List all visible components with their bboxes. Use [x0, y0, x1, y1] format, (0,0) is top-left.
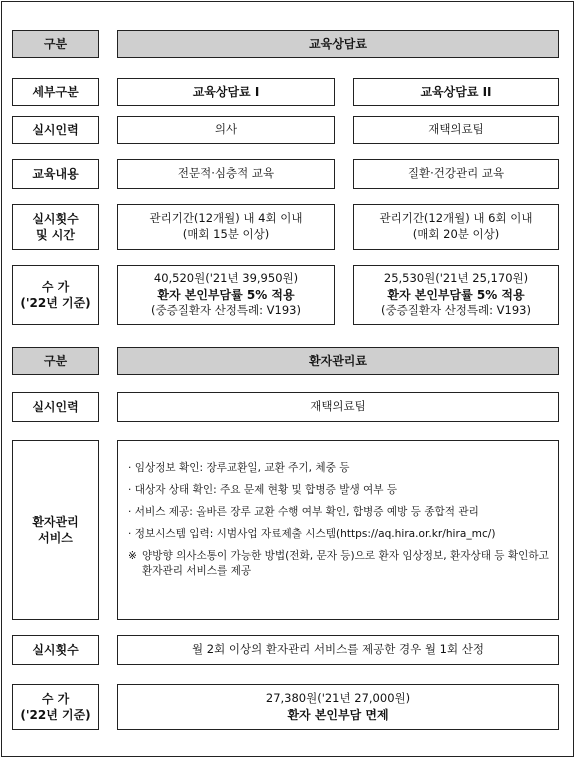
patient-staff-value	[117, 392, 559, 422]
patient-price-label-line2: ('22년 기준)	[20, 708, 91, 722]
content-label-text: 교육내용	[32, 166, 79, 181]
frequency-label-line1: 실시횟수	[32, 211, 79, 226]
section2-header-title	[117, 347, 559, 375]
service-label-line2: 서비스	[38, 531, 73, 545]
section1-header-label	[12, 30, 99, 58]
patient-price-line1: 27,380원('21년 27,000원)	[265, 691, 411, 706]
price-col1-line1: 40,520원('21년 39,950원)	[153, 271, 299, 286]
price-label-line2: ('22년 기준)	[20, 296, 91, 310]
service-item-status: · 대상자 상태 확인: 주요 문제 현황 및 합병증 발생 여부 등	[128, 483, 398, 496]
frequency-label-line2: 및 시간	[36, 228, 75, 242]
patient-frequency-label	[12, 635, 99, 665]
section2-header-title-text: 환자관리료	[309, 353, 367, 368]
patient-frequency-label-text: 실시횟수	[32, 642, 79, 657]
note-mark: ※	[128, 549, 137, 562]
price-col2-line3: (중증질환자 산정특례: V193)	[381, 303, 531, 318]
price-col2	[353, 265, 559, 325]
frequency-col2-line1: 관리기간(12개월) 내 6회 이내	[379, 211, 533, 226]
price-col1-line2: 환자 본인부담률 5% 적용	[157, 287, 295, 302]
section1-header-label-text: 구분	[43, 36, 68, 51]
patient-staff-value-text: 재택의료팀	[310, 399, 366, 414]
content-label	[12, 159, 99, 189]
service-item-clinical: · 임상정보 확인: 장루교환일, 교환 주기, 체중 등	[128, 462, 350, 474]
price-col2-line1: 25,530원('21년 25,170원)	[383, 271, 529, 286]
price-label-line1: 수 가	[41, 279, 70, 294]
service-content	[117, 440, 559, 620]
staff-label-text: 실시인력	[32, 122, 79, 137]
patient-price-line2: 환자 본인부담 면제	[287, 707, 389, 722]
price-col2-line2: 환자 본인부담률 5% 적용	[387, 287, 525, 302]
service-label-line1: 환자관리	[32, 514, 79, 529]
patient-frequency-value-text: 월 2회 이상의 환자관리 서비스를 제공한 경우 월 1회 산정	[192, 642, 484, 657]
service-label	[12, 440, 99, 620]
subtype-label	[12, 78, 99, 106]
section2-header-label	[12, 347, 99, 375]
frequency-col2-line2: (매회 20분 이상)	[412, 227, 500, 241]
patient-price-label-line1: 수 가	[41, 691, 70, 706]
section1-header-title-text: 교육상담료	[309, 36, 367, 51]
frequency-col2	[353, 204, 559, 250]
section2-header-label-text: 구분	[43, 353, 68, 368]
patient-staff-label-text: 실시인력	[32, 399, 79, 414]
content-col1-text: 전문적·심층적 교육	[177, 166, 275, 181]
patient-price-value	[117, 684, 559, 730]
frequency-col1-line1: 관리기간(12개월) 내 4회 이내	[149, 211, 303, 226]
staff-col2-text: 재택의료팀	[428, 122, 484, 137]
staff-label	[12, 116, 99, 144]
frequency-col1-line2: (매회 15분 이상)	[182, 227, 270, 241]
content-col2	[353, 159, 559, 189]
subtype-col1	[117, 78, 335, 106]
staff-col1-text: 의사	[214, 122, 238, 137]
frequency-col1	[117, 204, 335, 250]
service-note	[128, 549, 552, 581]
subtype-label-text: 세부구분	[32, 84, 79, 99]
staff-col2	[353, 116, 559, 144]
subtype-col2	[353, 78, 559, 106]
content-col2-text: 질환·건강관리 교육	[407, 166, 505, 181]
staff-col1	[117, 116, 335, 144]
patient-staff-label	[12, 392, 99, 422]
patient-price-label	[12, 684, 99, 730]
price-col1	[117, 265, 335, 325]
subtype-col1-text: 교육상담료 I	[192, 84, 260, 99]
section1-header-title	[117, 30, 559, 58]
patient-frequency-value	[117, 635, 559, 665]
price-label	[12, 265, 99, 325]
content-col1	[117, 159, 335, 189]
subtype-col2-text: 교육상담료 II	[420, 84, 492, 99]
service-item-system: · 정보시스템 입력: 시범사업 자료제출 시스템(https://aq.hira.or.kr/hira_mc/)	[128, 527, 496, 540]
price-col1-line3: (중증질환자 산정특례: V193)	[151, 303, 301, 318]
note-text: 양방향 의사소통이 가능한 방법(전화, 문자 등)으로 환자 임상정보, 환자상태 등 확인하고 환자관리 서비스를 제공	[142, 549, 549, 578]
service-item-provision: · 서비스 제공: 올바른 장루 교환 수행 여부 확인, 합병증 예방 등 종합적 관리	[128, 505, 479, 518]
frequency-label	[12, 204, 99, 250]
